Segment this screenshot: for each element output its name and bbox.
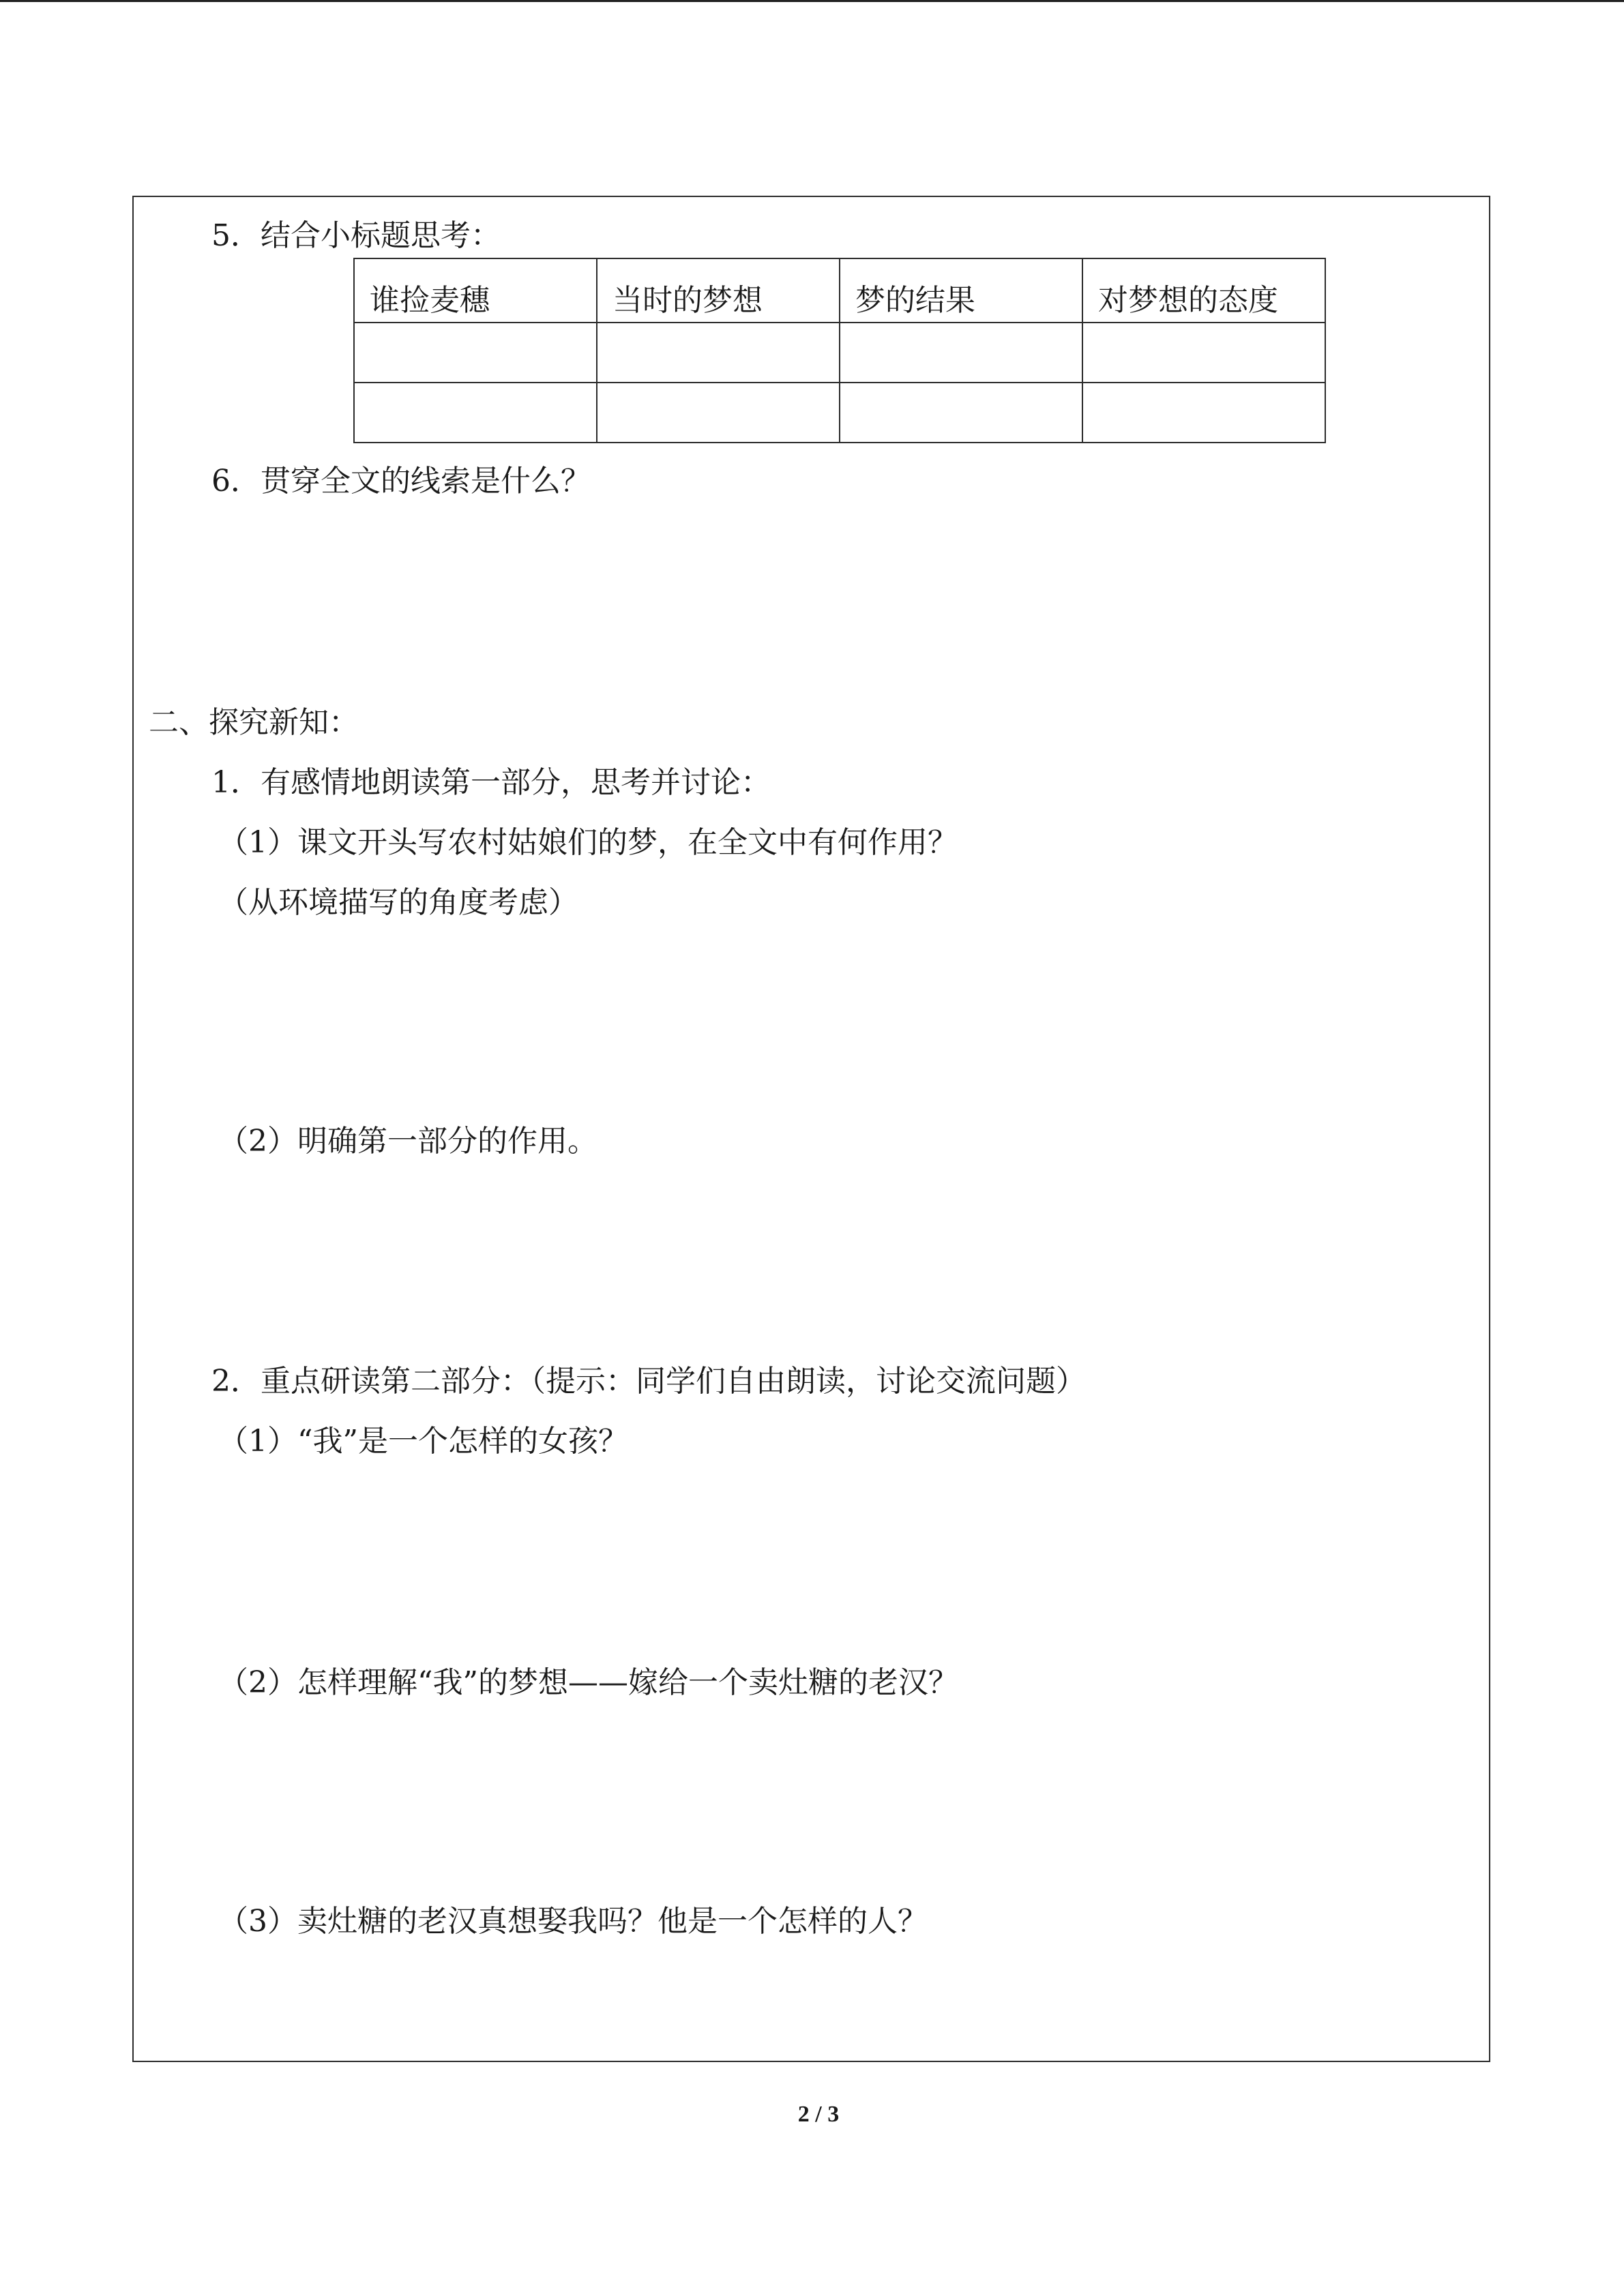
table-cell[interactable] [354, 323, 597, 383]
table-row [354, 323, 1325, 383]
item-2-label: 2．重点研读第二部分：（提示：同学们自由朗读，讨论交流问题） [211, 1364, 1086, 1399]
table-cell[interactable] [354, 383, 597, 443]
table-cell[interactable] [840, 323, 1082, 383]
item-1-sub-1-hint: （从环境描写的角度考虑） [218, 885, 578, 920]
page-number: 2 / 3 [797, 2102, 840, 2127]
item-1-sub-2: （2）明确第一部分的作用。 [218, 1124, 597, 1159]
table-header-row [354, 258, 1325, 323]
question-5-label: 5．结合小标题思考： [211, 218, 501, 253]
table-header-cell: 梦的结果 [840, 258, 1082, 323]
table-header-cell: 对梦想的态度 [1082, 258, 1325, 323]
table-cell[interactable] [1082, 323, 1325, 383]
item-2-sub-3: （3）卖灶糖的老汉真想娶我吗？他是一个怎样的人？ [218, 1904, 928, 1939]
item-2-sub-1: （1）“我”是一个怎样的女孩？ [218, 1424, 628, 1459]
item-2-sub-2: （2）怎样理解“我”的梦想——嫁给一个卖灶糖的老汉？ [218, 1665, 958, 1700]
summary-table [353, 258, 1326, 443]
item-1-sub-1: （1）课文开头写农村姑娘们的梦，在全文中有何作用？ [218, 825, 958, 860]
table-cell[interactable] [1082, 383, 1325, 443]
item-1-label: 1．有感情地朗读第一部分，思考并讨论： [211, 765, 771, 800]
top-border-line [0, 0, 1624, 2]
table-cell[interactable] [840, 383, 1082, 443]
table-header-cell: 当时的梦想 [597, 258, 840, 323]
table-row [354, 383, 1325, 443]
question-6-label: 6．贯穿全文的线索是什么？ [211, 464, 591, 498]
table-cell[interactable] [597, 323, 840, 383]
section-2-title: 二、探究新知： [149, 705, 359, 740]
table-header-cell: 谁捡麦穗 [354, 258, 597, 323]
table-cell[interactable] [597, 383, 840, 443]
